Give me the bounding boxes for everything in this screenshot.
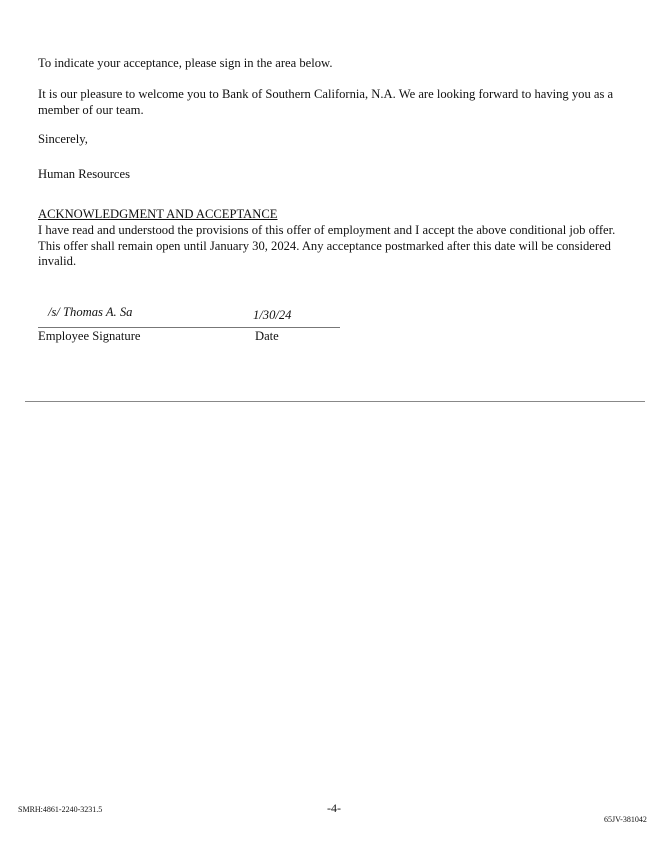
employee-signature-label: Employee Signature [38,329,141,343]
welcome-paragraph: It is our pleasure to welcome you to Bank of Southern California, N.A. We are looking forward to having you as a member of our team. [38,87,614,117]
closing: Sincerely, [38,132,88,146]
signature-line [38,327,340,328]
page-number: -4- [327,801,341,815]
section-divider [25,401,645,402]
sender: Human Resources [38,167,130,181]
date-label: Date [255,329,279,343]
footer-doc-id: SMRH:4861-2240-3231.5 [18,805,103,814]
employee-signature-value: /s/ Thomas A. Sa [48,305,133,319]
signature-date-value: 1/30/24 [253,308,292,322]
acceptance-instruction: To indicate your acceptance, please sign in the area below. [38,56,333,70]
acknowledgment-heading: ACKNOWLEDGMENT AND ACCEPTANCE [38,207,278,221]
footer-ref-code: 65JV-381042 [604,815,647,824]
acknowledgment-text: I have read and understood the provisions of this offer of employment and I accept the above conditional job offer. This offer shall remain open until January 30, 2024. Any acceptance postmarked after this date will be considered invalid. [38,223,616,269]
